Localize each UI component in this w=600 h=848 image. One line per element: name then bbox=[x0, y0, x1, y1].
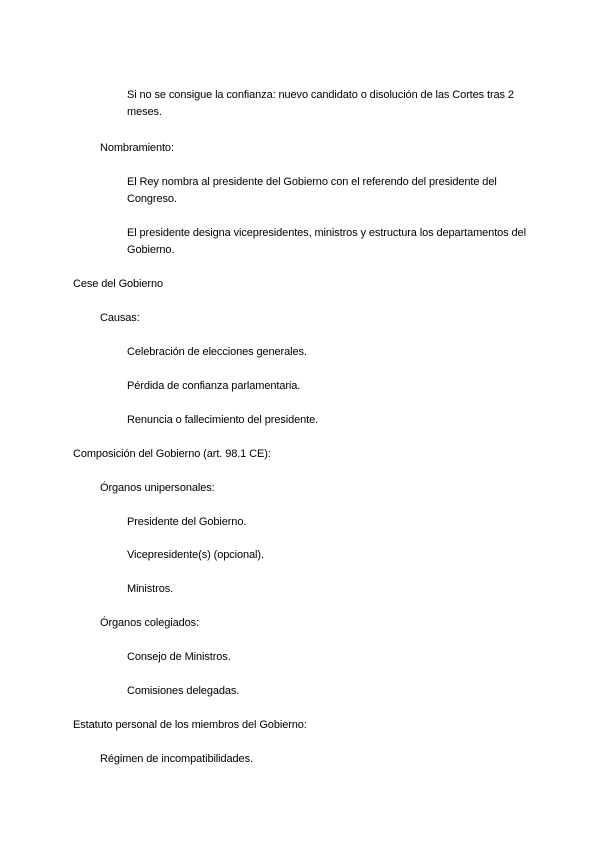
list-item-ministers: Ministros. bbox=[127, 583, 174, 595]
list-item-council-of-ministers: Consejo de Ministros. bbox=[127, 651, 231, 663]
list-item-elections: Celebración de elecciones generales. bbox=[127, 346, 307, 358]
list-item-incompatibilities: Régimen de incompatibilidades. bbox=[100, 753, 253, 765]
section-heading-personal-statute: Estatuto personal de los miembros del Gobierno: bbox=[73, 719, 307, 731]
list-item-vicepresidents: Vicepresidente(s) (opcional). bbox=[127, 549, 264, 561]
section-heading-collegiate-organs: Órganos colegiados: bbox=[100, 617, 199, 629]
list-item-president-designates: El presidente designa vicepresidentes, ministros y estructura los departamentos del Gobierno. bbox=[127, 227, 526, 256]
list-item-president: Presidente del Gobierno. bbox=[127, 516, 247, 528]
list-item-loss-of-confidence: Pérdida de confianza parlamentaria. bbox=[127, 380, 301, 392]
list-item-resignation-death: Renuncia o fallecimiento del presidente. bbox=[127, 414, 319, 426]
list-item-confidence-failure: Si no se consigue la confianza: nuevo candidato o disolución de las Cortes tras 2 meses. bbox=[127, 89, 514, 118]
section-heading-unipersonal-organs: Órganos unipersonales: bbox=[100, 482, 215, 494]
section-heading-composition: Composición del Gobierno (art. 98.1 CE): bbox=[73, 448, 271, 460]
section-heading-appointment: Nombramiento: bbox=[100, 142, 174, 154]
list-item-delegated-commissions: Comisiones delegadas. bbox=[127, 685, 240, 697]
list-item-king-appoints: El Rey nombra al presidente del Gobierno con el referendo del presidente del Congreso. bbox=[127, 176, 497, 205]
section-heading-government-dismissal: Cese del Gobierno bbox=[73, 278, 164, 290]
section-heading-causes: Causas: bbox=[100, 312, 140, 324]
